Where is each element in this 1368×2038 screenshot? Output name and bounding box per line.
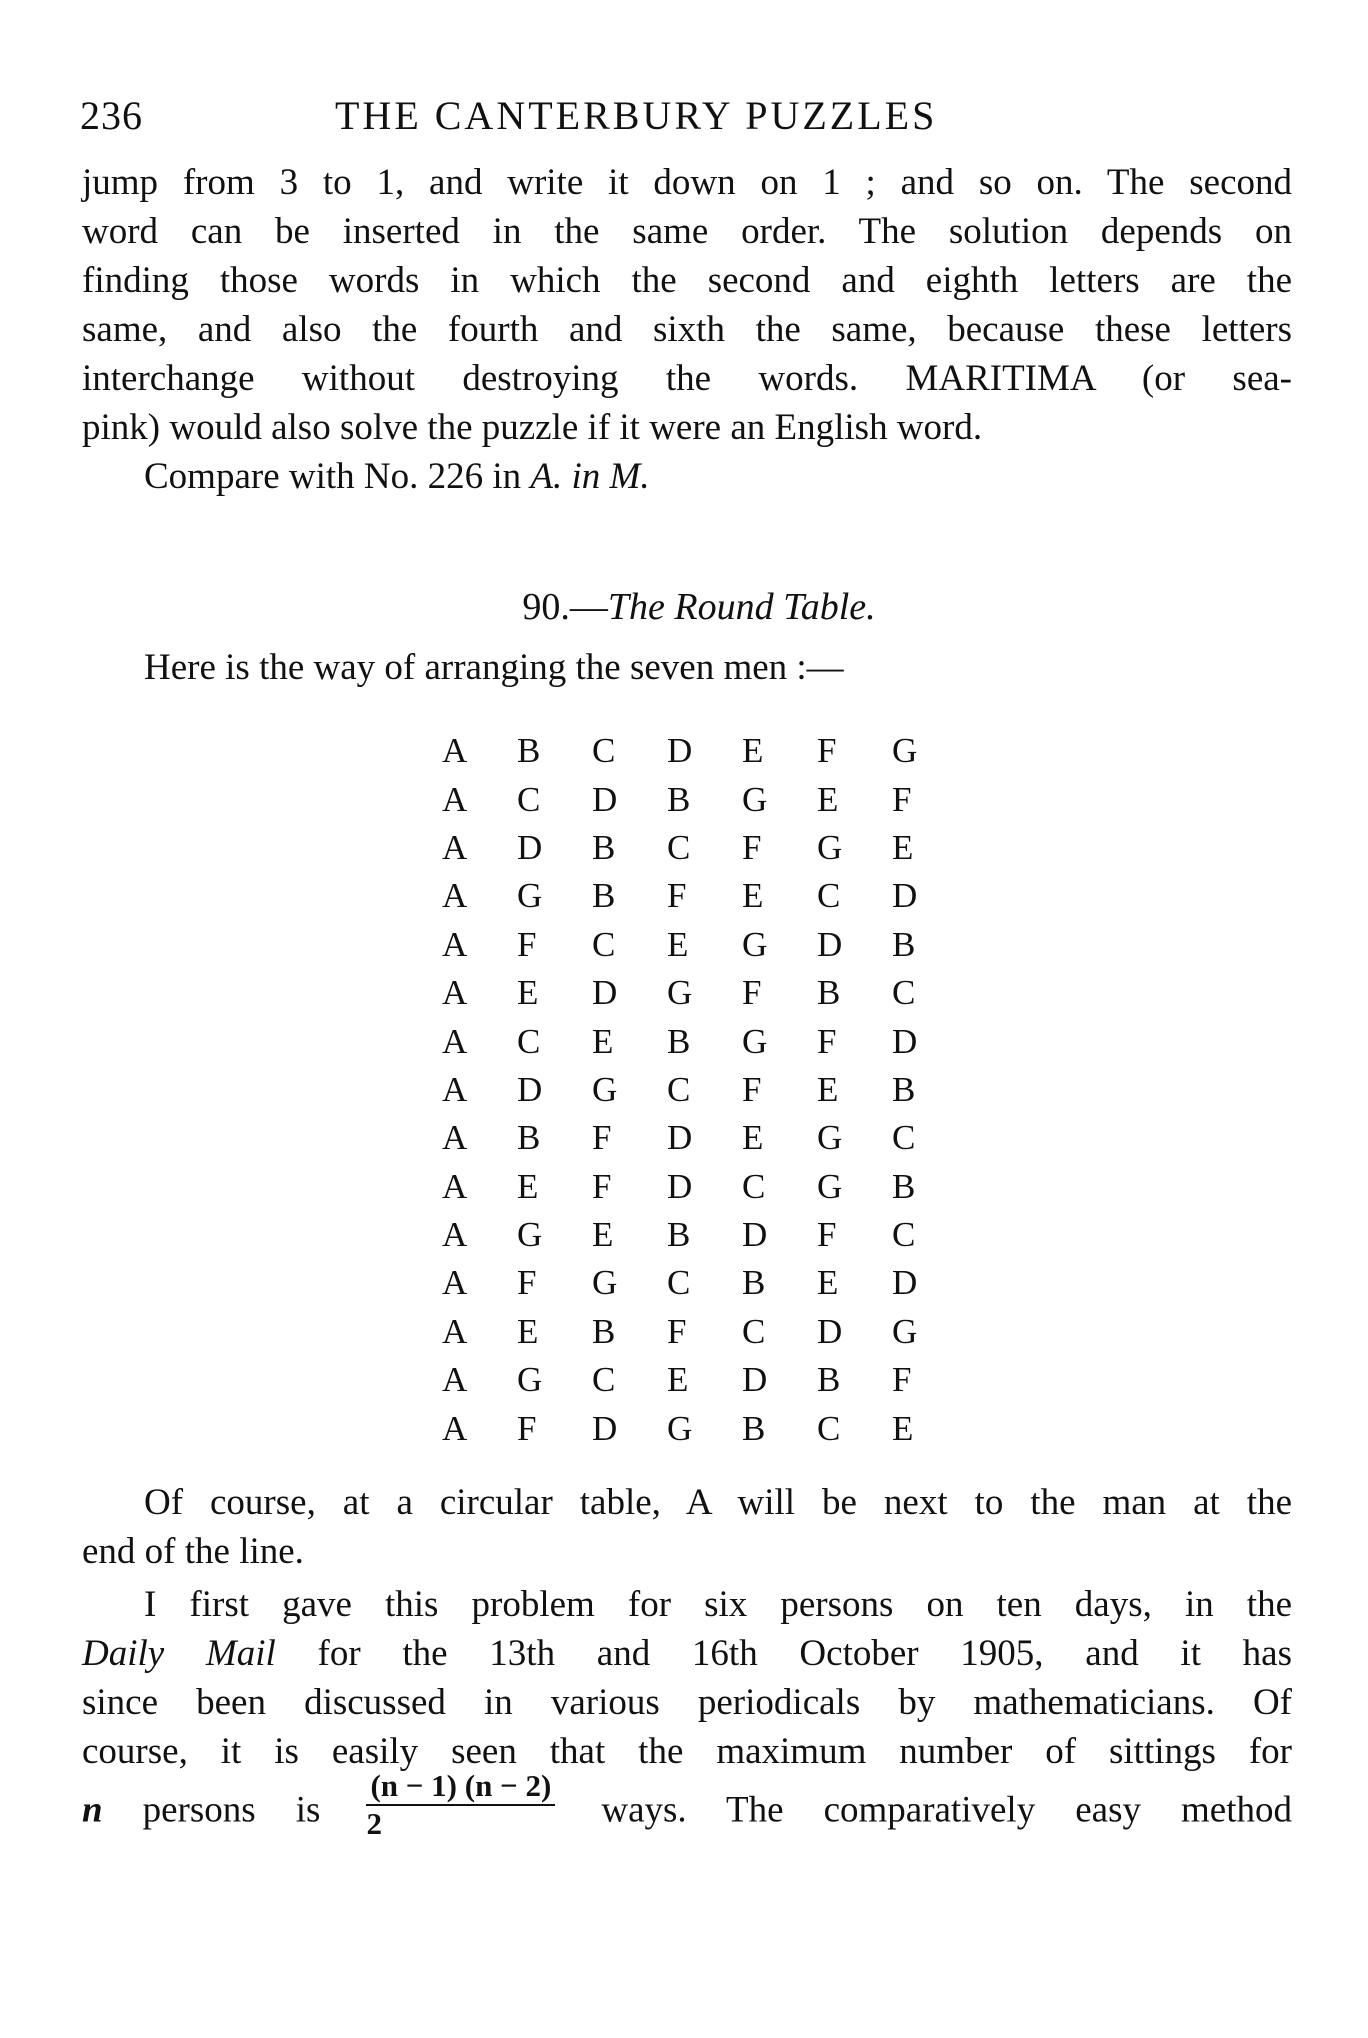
arrangement-cell: E <box>517 1166 539 1206</box>
formula-persons: persons is <box>142 1789 321 1831</box>
arrangement-cell: A <box>442 1311 468 1351</box>
formula-line <box>82 1768 1293 1841</box>
arrangement-row <box>442 969 967 1017</box>
arrangement-cell: A <box>442 1166 468 1206</box>
arrangement-cell: E <box>817 1263 839 1303</box>
text-line: Of course, at a circular table, A will be next to the man at the <box>144 1482 1292 1523</box>
arrangement-row <box>442 1211 967 1259</box>
arrangement-cell: G <box>667 973 693 1013</box>
arrangement-cell: E <box>592 1215 614 1255</box>
arrangement-cell: A <box>442 827 468 867</box>
arrangement-cell: C <box>517 779 541 819</box>
compare-ref-in: in <box>571 456 601 497</box>
arrangement-row <box>442 1404 967 1452</box>
arrangement-cell: F <box>592 1166 612 1206</box>
arrangement-cell: C <box>892 973 916 1013</box>
arrangement-cell: A <box>442 924 468 964</box>
arrangement-cell: G <box>592 1069 618 1109</box>
arrangement-cell: E <box>667 924 689 964</box>
arrangement-cell: F <box>517 924 537 964</box>
arrangement-cell: A <box>442 1021 468 1061</box>
arrangement-row <box>442 1066 967 1114</box>
arrangement-cell: E <box>517 1311 539 1351</box>
arrangement-cell: F <box>817 1215 837 1255</box>
arrangement-cell: A <box>442 779 468 819</box>
arrangement-cell: F <box>667 876 687 916</box>
compare-ref-a: A. <box>530 456 563 497</box>
arrangement-cell: F <box>517 1408 537 1448</box>
text-line: since been discussed in various periodicals by mathematicians. Of <box>82 1682 1292 1723</box>
arrangement-cell: B <box>592 876 616 916</box>
arrangement-row <box>442 824 967 872</box>
arrangement-cell: E <box>742 731 764 771</box>
arrangement-cell: C <box>592 1360 616 1400</box>
arrangement-cell: B <box>517 731 541 771</box>
arrangement-grid <box>442 727 967 1453</box>
arrangement-cell: B <box>892 1069 916 1109</box>
arrangement-row <box>442 727 967 775</box>
arrangement-cell: A <box>442 1118 468 1158</box>
arrangement-cell: D <box>517 1069 543 1109</box>
section-title: The Round Table. <box>607 586 876 628</box>
arrangement-cell: D <box>517 827 543 867</box>
arrangement-cell: D <box>892 1263 918 1303</box>
arrangement-cell: F <box>592 1118 612 1158</box>
compare-ref-m: M. <box>609 456 650 497</box>
text-line: I first gave this problem for six persons on ten days, in the <box>144 1584 1292 1625</box>
arrangement-cell: E <box>592 1021 614 1061</box>
arrangement-cell: C <box>592 731 616 771</box>
arrangement-cell: F <box>742 973 762 1013</box>
arrangement-cell: C <box>892 1215 916 1255</box>
text-line: word can be inserted in the same order. The solution depends on <box>82 211 1292 252</box>
opening-paragraph <box>82 158 1292 501</box>
arrangement-cell: F <box>817 731 837 771</box>
arrangement-cell: E <box>892 827 914 867</box>
arrangement-cell: G <box>817 1118 843 1158</box>
fraction-numerator: (n − 1) (n − 2) <box>366 1768 555 1806</box>
arrangement-cell: F <box>667 1311 687 1351</box>
arrangement-cell: E <box>817 779 839 819</box>
formula-variable: n <box>82 1789 103 1831</box>
arrangement-cell: F <box>517 1263 537 1303</box>
arrangement-cell: A <box>442 973 468 1013</box>
arrangement-cell: G <box>517 876 543 916</box>
arrangement-row <box>442 872 967 920</box>
arrangement-cell: A <box>442 1408 468 1448</box>
section-number: 90.— <box>522 586 608 628</box>
arrangement-cell: G <box>667 1408 693 1448</box>
arrangement-cell: D <box>667 1118 693 1158</box>
arrangement-cell: B <box>667 1215 691 1255</box>
arrangement-cell: D <box>892 1021 918 1061</box>
arrangement-cell: C <box>892 1118 916 1158</box>
arrangement-cell: G <box>817 1166 843 1206</box>
arrangement-cell: E <box>517 973 539 1013</box>
arrangement-cell: D <box>592 973 618 1013</box>
arrangement-row <box>442 775 967 823</box>
arrangement-cell: C <box>742 1166 766 1206</box>
arrangement-cell: D <box>817 1311 843 1351</box>
arrangement-cell: C <box>667 1069 691 1109</box>
intro-line: Here is the way of arranging the seven men :— <box>144 647 844 688</box>
arrangement-cell: D <box>892 876 918 916</box>
section-heading <box>0 585 1368 629</box>
arrangement-cell: C <box>517 1021 541 1061</box>
running-title: THE CANTERBURY PUZZLES <box>335 93 938 138</box>
arrangement-cell: D <box>667 731 693 771</box>
arrangement-cell: A <box>442 876 468 916</box>
arrangement-cell: E <box>817 1069 839 1109</box>
arrangement-cell: B <box>817 973 841 1013</box>
arrangement-cell: E <box>742 1118 764 1158</box>
text-line: jump from 3 to 1, and write it down on 1 ; and so on. The second <box>82 162 1292 203</box>
arrangement-cell: F <box>742 827 762 867</box>
formula-tail: ways. The comparatively easy method <box>601 1789 1293 1831</box>
arrangement-cell: F <box>817 1021 837 1061</box>
arrangement-cell: E <box>892 1408 914 1448</box>
text-run: for the 13th and 16th October 1905, and it has <box>275 1633 1293 1674</box>
arrangement-cell: C <box>817 1408 841 1448</box>
arrangement-row <box>442 1308 967 1356</box>
compare-line <box>82 452 1292 501</box>
arrangement-cell: A <box>442 1069 468 1109</box>
arrangement-cell: G <box>742 924 768 964</box>
arrangement-cell: G <box>742 1021 768 1061</box>
text-line: course, it is easily seen that the maximum number of sittings for <box>82 1731 1292 1772</box>
publication-name: Daily Mail <box>82 1633 276 1674</box>
arrangement-cell: B <box>742 1263 766 1303</box>
arrangement-cell: C <box>667 827 691 867</box>
compare-prefix: Compare with No. 226 in <box>144 456 522 497</box>
arrangement-cell: F <box>892 1360 912 1400</box>
arrangement-cell: B <box>667 1021 691 1061</box>
arrangement-cell: D <box>742 1215 768 1255</box>
arrangement-row <box>442 1017 967 1065</box>
text-line: same, and also the fourth and sixth the same, because these letters <box>82 309 1292 350</box>
text-line: interchange without destroying the words. MARITIMA (or sea- <box>82 358 1292 399</box>
closing-paragraph-1 <box>82 1478 1292 1576</box>
arrangement-row <box>442 921 967 969</box>
arrangement-cell: B <box>517 1118 541 1158</box>
text-line: finding those words in which the second and eighth letters are the <box>82 260 1292 301</box>
arrangement-cell: F <box>892 779 912 819</box>
arrangement-cell: E <box>667 1360 689 1400</box>
text-line: end of the line. <box>82 1531 304 1572</box>
arrangement-row <box>442 1259 967 1307</box>
arrangement-cell: C <box>667 1263 691 1303</box>
arrangement-row <box>442 1163 967 1211</box>
arrangement-cell: G <box>592 1263 618 1303</box>
arrangement-cell: G <box>517 1215 543 1255</box>
page-number: 236 <box>80 93 143 138</box>
arrangement-cell: A <box>442 1360 468 1400</box>
arrangement-cell: D <box>592 779 618 819</box>
arrangement-cell: B <box>742 1408 766 1448</box>
fraction <box>366 1768 555 1842</box>
arrangement-cell: E <box>742 876 764 916</box>
arrangement-cell: B <box>817 1360 841 1400</box>
running-head <box>80 92 1300 152</box>
arrangement-cell: D <box>817 924 843 964</box>
arrangement-cell: C <box>817 876 841 916</box>
arrangement-cell: D <box>742 1360 768 1400</box>
arrangement-cell: B <box>592 827 616 867</box>
arrangement-row <box>442 1356 967 1404</box>
arrangement-cell: G <box>742 779 768 819</box>
arrangement-cell: B <box>667 779 691 819</box>
arrangement-row <box>442 1114 967 1162</box>
arrangement-cell: C <box>592 924 616 964</box>
text-line: pink) would also solve the puzzle if it were an English word. <box>82 407 983 448</box>
arrangement-cell: B <box>892 1166 916 1206</box>
arrangement-cell: G <box>817 827 843 867</box>
arrangement-cell: A <box>442 1215 468 1255</box>
arrangement-cell: G <box>892 1311 918 1351</box>
arrangement-cell: D <box>592 1408 618 1448</box>
arrangement-cell: B <box>892 924 916 964</box>
arrangement-cell: D <box>667 1166 693 1206</box>
arrangement-cell: A <box>442 1263 468 1303</box>
arrangement-cell: C <box>742 1311 766 1351</box>
arrangement-cell: G <box>892 731 918 771</box>
arrangement-cell: F <box>742 1069 762 1109</box>
text-line <box>82 1629 1292 1678</box>
arrangement-cell: B <box>592 1311 616 1351</box>
closing-paragraph-2 <box>82 1580 1293 1841</box>
fraction-denominator: 2 <box>366 1806 382 1841</box>
arrangement-cell: G <box>517 1360 543 1400</box>
arrangement-cell: A <box>442 731 468 771</box>
